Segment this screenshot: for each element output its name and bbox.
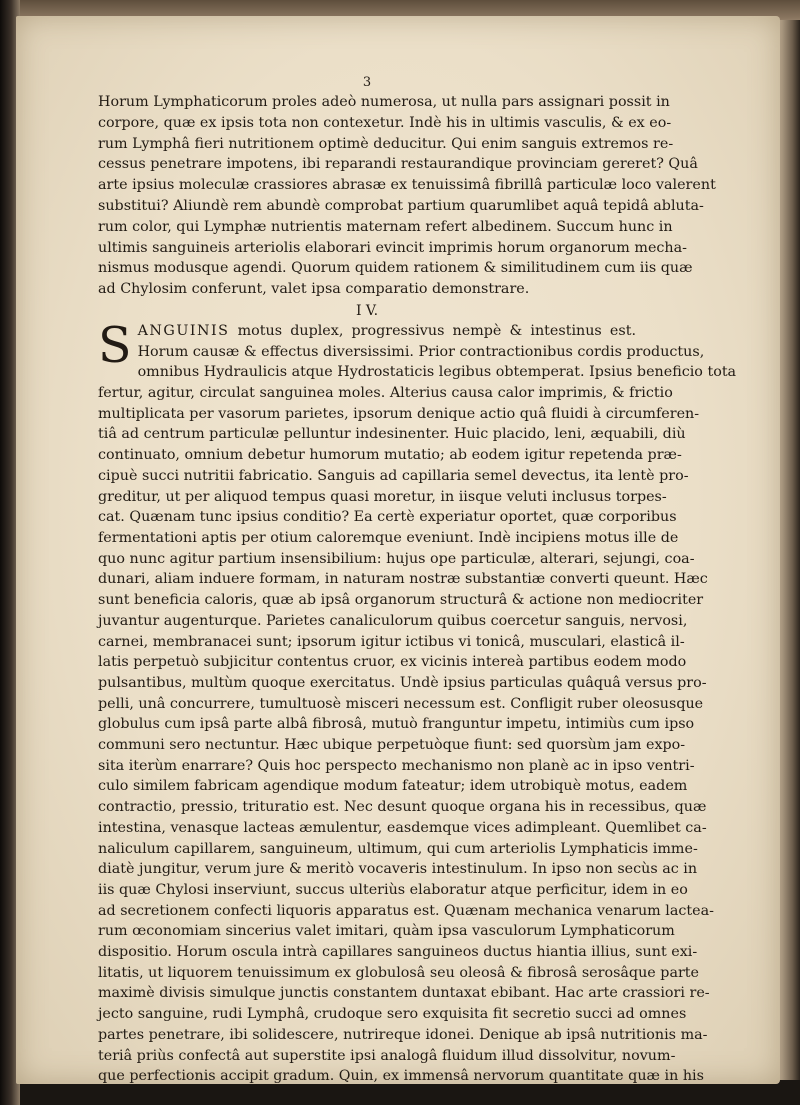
text-line: continuato, omnium debetur humorum mutatio; ab eodem igitur repetenda præ- <box>98 447 682 464</box>
page-content <box>98 75 737 1087</box>
text-line: tiâ ad centrum particulæ pelluntur indesinenter. Huic placido, leni, æquabili, diù <box>98 426 686 443</box>
text-line: communi sero nectuntur. Hæc ubique perpetuòque fiunt: sed quorsùm jam expo- <box>98 737 686 754</box>
text-line: ad Chylosim conferunt, valet ipsa comparatio demonstrare. <box>98 281 530 298</box>
text-line: contractio, pressio, trituratio est. Nec desunt quoque organa his in recessibus, quæ <box>98 799 707 816</box>
text-line: latis perpetuò subjicitur contentus cruor, ex vicinis intereà partibus eodem modo <box>98 654 687 671</box>
text-line: arte ipsius moleculæ crassiores abrasæ ex tenuissimâ fibrillâ particulæ loco valerent <box>98 177 716 194</box>
text-line: Horum causæ & effectus diversissimi. Prior contractionibus cordis productus, <box>137 343 705 360</box>
text-line: teriâ priùs confectâ aut superstite ipsi analogâ fluidum illud dissolvitur, novum- <box>98 1047 676 1064</box>
text-line: jecto sanguine, rudi Lymphâ, crudoque sero exquisita fit secretio succi ad omnes <box>98 1006 687 1023</box>
paragraph-lymphatic <box>98 92 716 300</box>
text-line: dunari, aliam induere formam, in naturam nostræ substantiæ converti queunt. Hæc <box>98 571 708 588</box>
text-line: greditur, ut per aliquod tempus quasi moretur, in iisque veluti inclusus torpes- <box>98 488 667 505</box>
text-line: rum œconomiam sincerius valet imitari, quàm ipsa vasculorum Lymphaticorum <box>98 923 675 940</box>
text-line: dispositio. Horum oscula intrà capillares sanguineos ductus hiantia illius, sunt exi- <box>98 944 698 961</box>
text-line: nismus modusque agendi. Quorum quidem rationem & similitudinem cum iis quæ <box>98 260 693 277</box>
text-line: rum Lymphâ fieri nutritionem optimè deducitur. Qui enim sanguis extremos re- <box>98 135 674 152</box>
text-line: fermentationi aptis per otium caloremque eveniunt. Indè incipiens motus ille de <box>98 530 679 546</box>
text-line: juvantur augenturque. Parietes canaliculorum quibus coercetur sanguis, nervosi, <box>98 612 688 629</box>
text-line: pelli, unâ concurrere, tumultuosè misceri necessum est. Confligit ruber oleosusque <box>98 695 704 712</box>
paragraph-sanguinis <box>98 316 737 1087</box>
text-line: quo nunc agitur partium insensibilium: hujus ope particulæ, alterari, sejungi, coa- <box>98 550 695 567</box>
text-line: ad secretionem confecti liquoris apparatus est. Quænam mechanica venarum lactea- <box>98 902 714 919</box>
first-word: ANGUINIS <box>137 322 230 339</box>
text-line: omnibus Hydraulicis atque Hydrostaticis legibus obtemperat. Ipsius beneficio tota <box>137 364 737 381</box>
text-line: fertur, agitur, circulat sanguinea moles. Alterius causa calor imprimis, & frictio <box>98 385 673 402</box>
text-line: corpore, quæ ex ipsis tota non contexetur. Indè his in ultimis vasculis, & ex eo- <box>98 114 672 131</box>
drop-cap: S <box>98 316 132 374</box>
text-line: intestina, venasque lacteas æmulentur, easdemque vices adimpleant. Quemlibet ca- <box>98 819 707 836</box>
text-line: multiplicata per vasorum parietes, ipsorum denique actio quâ fluidi à circumferen- <box>98 405 700 422</box>
text-line: pulsantibus, multùm quoque exercitatus. Undè ipsius particulas quâquâ versus pro- <box>98 674 707 691</box>
text-line: naliculum capillarem, sanguineum, ultimum, qui cum arteriolis Lymphaticis imme- <box>98 840 698 857</box>
text-line: partes penetrare, ibi solidescere, nutrireque idonei. Denique ab ipsâ nutritionis ma- <box>98 1026 708 1043</box>
text-line: maximè divisis simulque junctis constantem duntaxat ebibant. Hac arte crassiori re- <box>98 985 710 1002</box>
text-line: iis quæ Chylosi inserviunt, succus ulteriùs elaboratur atque perficitur, idem in eo <box>98 881 688 898</box>
page-number: 3 <box>362 75 372 90</box>
text-line: litatis, ut liquorem tenuissimum ex globulosâ seu oleosâ & fibrosâ serosâque parte <box>98 964 700 981</box>
text-line: que perfectionis accipit gradum. Quin, ex immensâ nervorum quantitate quæ in his <box>98 1068 704 1085</box>
text-line: cessus penetrare impotens, ibi reparandi restaurandique provinciam gereret? Quâ <box>98 156 698 173</box>
text-line: carnei, membranacei sunt; ipsorum igitur ictibus vi tonicâ, musculari, elasticâ il- <box>98 633 685 650</box>
text-line: substitui? Aliundè rem abundè comprobat partium quarumlibet aquâ tepidâ abluta- <box>98 197 704 214</box>
text-line: cat. Quænam tunc ipsius conditio? Ea certè experiatur oportet, quæ corporibus <box>98 509 677 526</box>
text-line: culo similem fabricam agendique modum fateatur; idem utrobiquè motus, eadem <box>98 778 688 795</box>
text-line: ultimis sanguineis arteriolis elaborari evincit imprimis horum organorum mecha- <box>98 239 687 256</box>
text-line: Horum Lymphaticorum proles adeò numerosa, ut nulla pars assignari possit in <box>98 94 670 110</box>
text-line: sunt beneficia caloris, quæ ab ipsâ organorum structurâ & actione non mediocriter <box>98 592 704 609</box>
section-number: I V. <box>355 302 379 319</box>
book-page <box>16 16 780 1084</box>
text-line: diatè jungitur, verum jure & meritò vocaveris intestinulum. In ipso non secùs ac in <box>98 861 698 878</box>
paragraph-first-line <box>98 321 636 342</box>
text-line: globulus cum ipsâ parte albâ fibrosâ, mutuò franguntur impetu, intimiùs cum ipso <box>98 716 695 733</box>
first-line-text: motus duplex, progressivus nempè & intestinus est. <box>237 322 636 339</box>
text-line: sita iterùm enarrare? Quis hoc perspecto mechanismo non planè ac in ipso ventri- <box>98 757 695 774</box>
text-line: rum color, qui Lymphæ nutrientis maternam refert albedinem. Succum hunc in <box>98 218 673 235</box>
text-line: cipuè succi nutritii fabricatio. Sanguis ad capillaria semel devectus, ita lentè pro- <box>98 467 689 484</box>
